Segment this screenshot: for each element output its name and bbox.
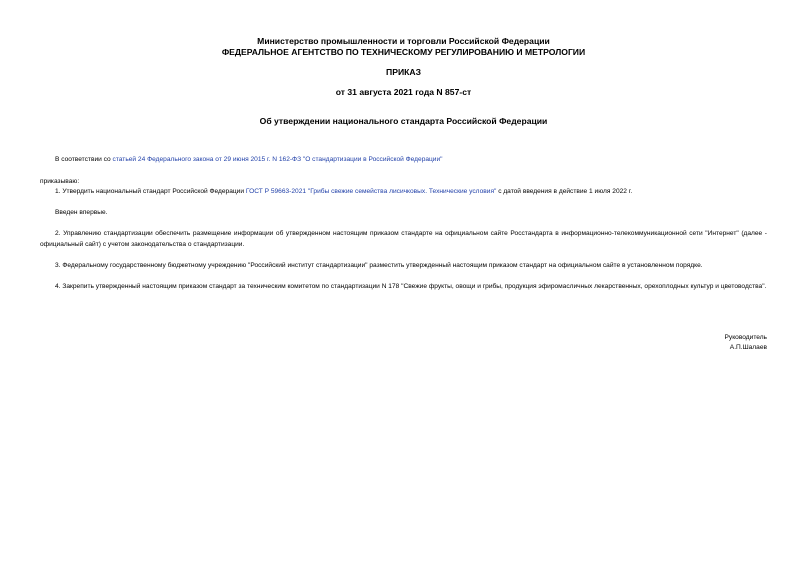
- intro-paragraph: [40, 154, 767, 165]
- signatory-title: Руководитель: [724, 334, 767, 341]
- item-4-paragraph: 4. Закрепить утвержденный настоящим приказом стандарт за техническим комитетом по стандартизации N 178 "Свежие фрукты, овощи и грибы, продукция эфиромасличных лекарственных, орехоплодных культур и цветоводства".: [55, 283, 767, 290]
- order-subject: Об утверждении национального стандарта Российской Федерации: [259, 116, 548, 126]
- item-2-paragraph: 2. Управлению стандартизации обеспечить размещение информации об утвержденном настоящим приказом стандарте на официальном сайте Росстандарта в информационно-телекоммуникационной сети "Интернет" (далее - официальный сайт) с учетом законодательства о стандартизации.: [40, 230, 767, 248]
- intro-prefix: В соответствии со: [55, 156, 113, 163]
- introduced-first-text: Введен впервые.: [55, 209, 108, 216]
- item-1-paragraph: [40, 186, 767, 197]
- order-title: ПРИКАЗ: [386, 67, 421, 77]
- prikazyvayu-text: приказываю:: [40, 178, 80, 185]
- order-date: от 31 августа 2021 года N 857-ст: [335, 87, 472, 97]
- ministry-name: Министерство промышленности и торговли Российской Федерации: [257, 36, 550, 46]
- item-3-paragraph: 3. Федеральному государственному бюджетному учреждению "Российский институт стандартизации" разместить утвержденный настоящим приказом стандарт на официальном сайте в установленном порядке.: [55, 262, 703, 269]
- item-1-prefix: 1. Утвердить национальный стандарт Российской Федерации: [55, 188, 246, 195]
- item-1-suffix: с датой введения в действие 1 июля 2022 г.: [496, 188, 633, 195]
- federal-law-link[interactable]: статьей 24 Федерального закона от 29 июня 2015 г. N 162-ФЗ "О стандартизации в Российской Федерации": [112, 156, 443, 163]
- gost-standard-link[interactable]: ГОСТ Р 59663-2021 "Грибы свежие семейства лисичковых. Технические условия": [245, 188, 497, 195]
- agency-name: ФЕДЕРАЛЬНОЕ АГЕНТСТВО ПО ТЕХНИЧЕСКОМУ РЕГУЛИРОВАНИЮ И МЕТРОЛОГИИ: [221, 47, 586, 57]
- signatory-name: А.П.Шалаев: [729, 344, 767, 351]
